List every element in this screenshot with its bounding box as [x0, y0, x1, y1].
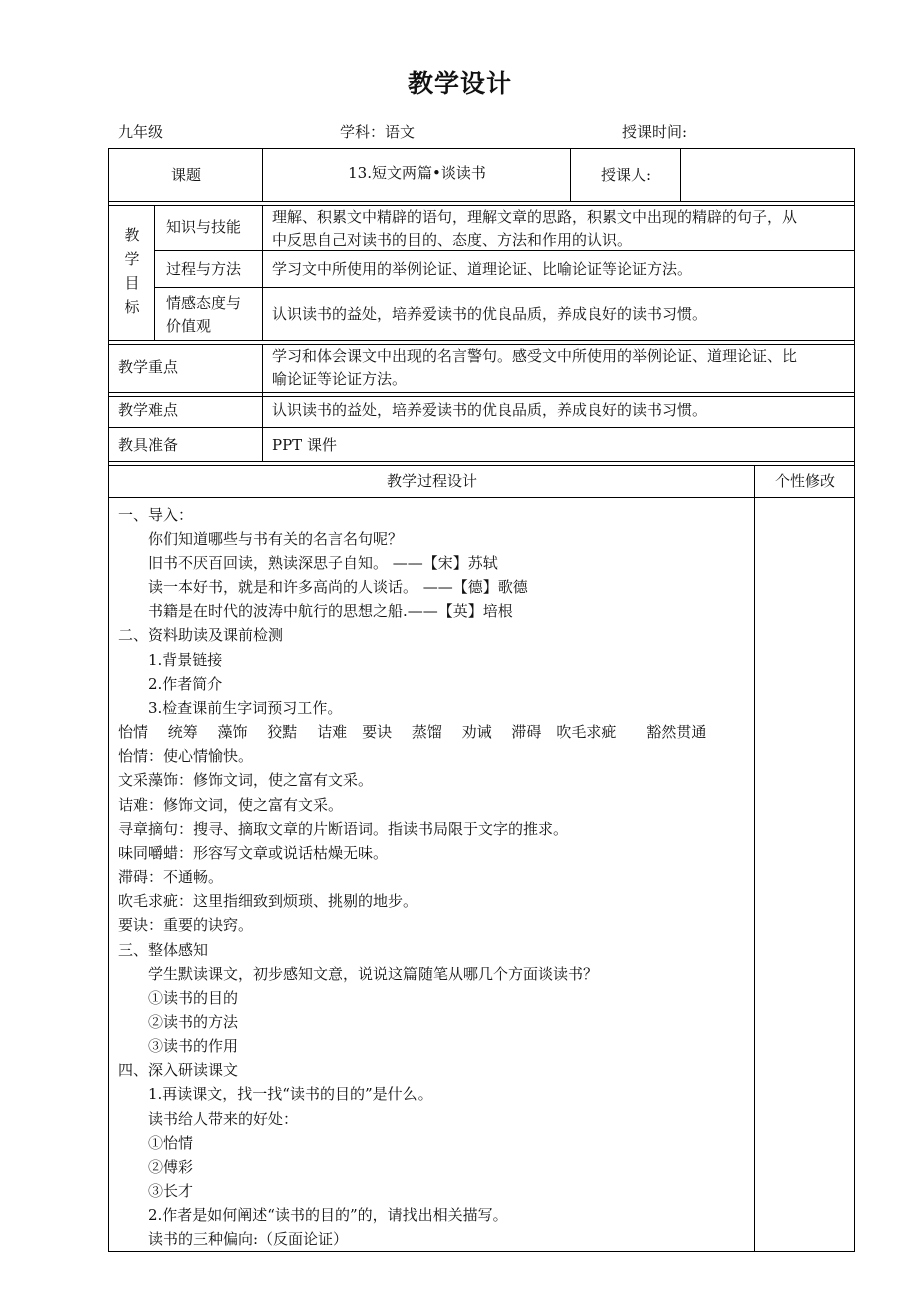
definition-line: 要诀：重要的诀窍。	[118, 916, 254, 934]
definition-line: 寻章摘句：搜寻、摘取文章的片断语词。指读书局限于文字的推求。	[118, 820, 569, 838]
goal-emotion-text: 认识读书的益处，培养爱读书的优良品质，养成良好的读书习惯。	[272, 305, 708, 323]
quote-line: 读一本好书，就是和许多高尚的人谈话。 ——【德】歌德	[148, 578, 528, 596]
section-heading: 三、整体感知	[118, 941, 209, 959]
goal-knowledge-text-line: 理解、积累文中精辟的语句，理解文章的思路，积累文中出现的精辟的句子，从	[272, 208, 798, 226]
list-item: ③长才	[148, 1182, 194, 1200]
definition-line: 诘难：修饰文词，使之富有文采。	[118, 796, 344, 814]
tools-label: 教具准备	[118, 436, 179, 454]
difficulty-label: 教学难点	[118, 401, 179, 419]
key-points-label: 教学重点	[118, 358, 179, 376]
document-title: 教学设计	[407, 69, 512, 98]
list-item: ②傅彩	[148, 1158, 194, 1176]
topic-value: 13.短文两篇•谈读书	[348, 164, 486, 182]
teacher-label: 授课人:	[600, 166, 652, 184]
key-points-text-line: 学习和体会课文中出现的名言警句。感受文中所使用的举例论证、道理论证、比	[272, 347, 798, 365]
process-line: 2.作者简介	[148, 675, 223, 693]
tools-text: PPT 课件	[272, 436, 337, 454]
list-item: ②读书的方法	[148, 1013, 239, 1031]
goal-knowledge-text-line: 中反思自己对读书的目的、态度、方法和作用的认识。	[272, 231, 633, 249]
class-time-label: 授课时间:	[622, 123, 688, 141]
definition-line: 滞碍：不通畅。	[118, 868, 224, 886]
quote-line: 书籍是在时代的波涛中航行的思想之船.——【英】培根	[148, 602, 513, 620]
quote-line: 旧书不厌百回读，熟读深思子自知。 ——【宋】苏轼	[148, 554, 498, 572]
process-line: 3.检查课前生字词预习工作。	[148, 699, 343, 717]
vocabulary-line: 怡情 统筹 藻饰 狡黠 诘难 要诀 蒸馏 劝诫 滞碍 吹毛求疵 豁然贯通	[118, 723, 707, 741]
section-heading: 一、导入：	[118, 506, 194, 524]
process-line: 1.再读课文，找一找“读书的目的”是什么。	[148, 1085, 433, 1103]
goal-process-text: 学习文中所使用的举例论证、道理论证、比喻论证等论证方法。	[272, 260, 693, 278]
process-line: 读书给人带来的好处：	[148, 1110, 299, 1128]
process-line: 你们知道哪些与书有关的名言名句呢？	[148, 530, 404, 548]
definition-line: 味同嚼蜡：形容写文章或说话枯燥无味。	[118, 844, 389, 862]
difficulty-text: 认识读书的益处，培养爱读书的优良品质，养成良好的读书习惯。	[272, 401, 708, 419]
list-item: ③读书的作用	[148, 1037, 239, 1055]
process-design-header: 教学过程设计	[386, 472, 477, 490]
section-heading: 二、资料助读及课前检测	[118, 626, 284, 644]
process-line: 学生默读课文，初步感知文意，说说这篇随笔从哪几个方面谈读书？	[148, 965, 599, 983]
goal-process-label: 过程与方法	[166, 260, 242, 278]
goal-emotion-label: 情感态度与	[166, 294, 242, 312]
definition-line: 怡情：使心情愉快。	[118, 747, 254, 765]
definition-line: 吹毛求疵：这里指细致到烦琐、挑剔的地步。	[118, 892, 419, 910]
grade-label: 九年级	[118, 123, 164, 141]
process-line: 读书的三种偏向:（反面论证）	[148, 1230, 349, 1248]
key-points-text-line: 喻论证等论证方法。	[272, 370, 408, 388]
goal-knowledge-label: 知识与技能	[166, 218, 242, 236]
list-item: ①读书的目的	[148, 989, 239, 1007]
list-item: ①怡情	[148, 1134, 194, 1152]
subject-label: 学科：语文	[340, 123, 416, 141]
process-line: 1.背景链接	[148, 651, 223, 669]
process-line: 2.作者是如何阐述“读书的目的”的，请找出相关描写。	[148, 1206, 508, 1224]
revision-header: 个性修改	[774, 472, 835, 490]
definition-line: 文采藻饰：修饰文词，使之富有文采。	[118, 771, 374, 789]
goal-emotion-label: 价值观	[166, 317, 212, 335]
section-heading: 四、深入研读课文	[118, 1061, 239, 1079]
topic-label: 课题	[170, 166, 201, 184]
